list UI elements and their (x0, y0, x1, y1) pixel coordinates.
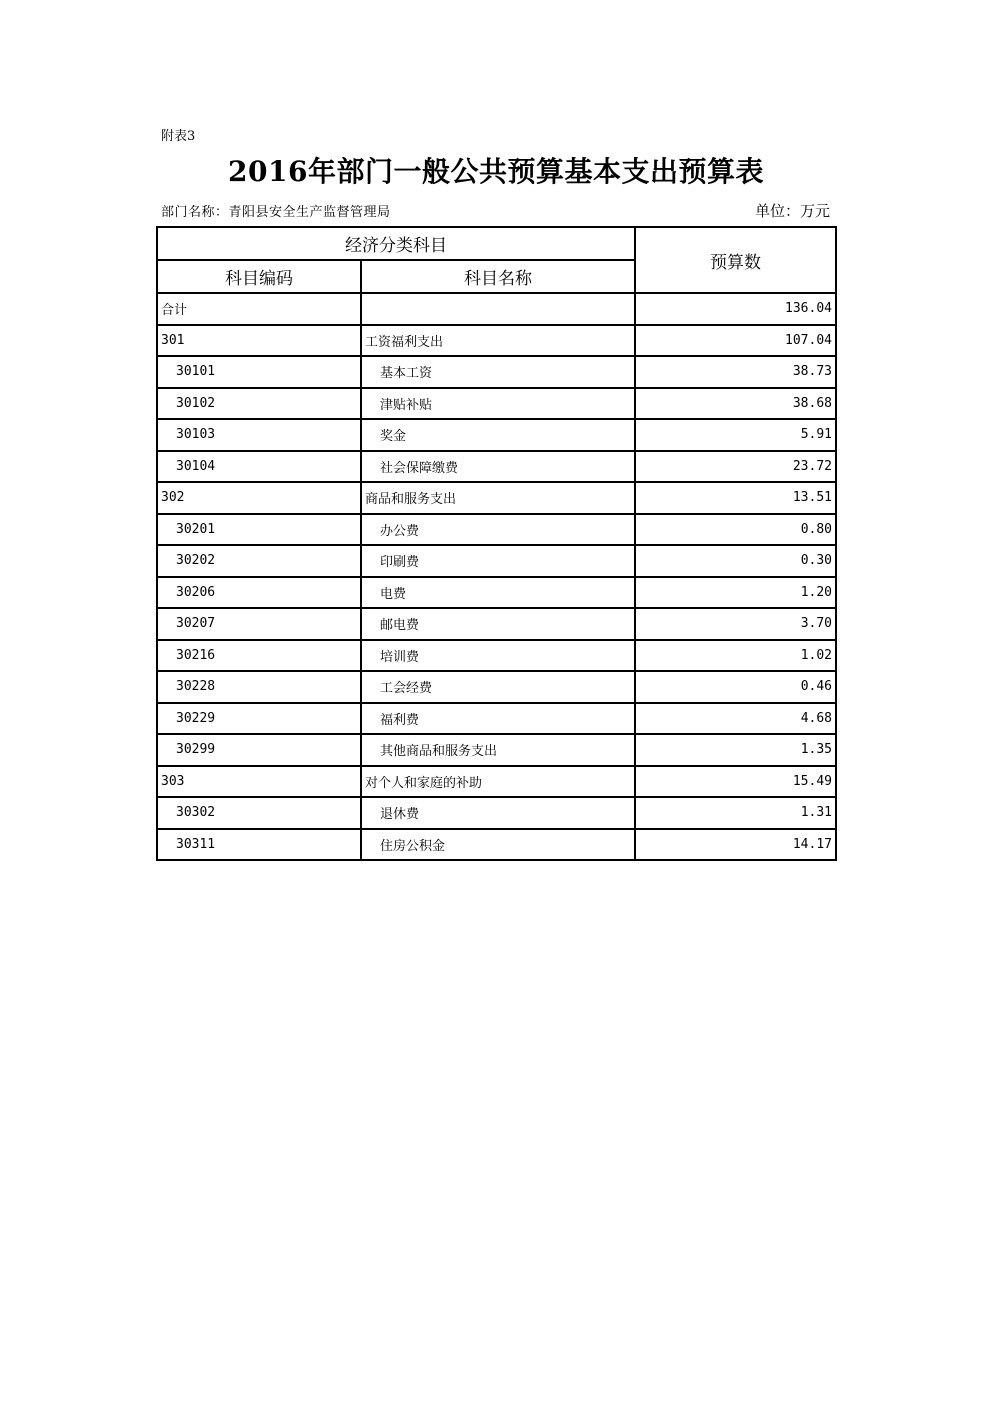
total-row (157, 293, 836, 325)
row-code: 30302 (157, 797, 361, 829)
row-amount: 107.04 (635, 325, 836, 357)
row-name: 社会保障缴费 (361, 451, 635, 483)
department-name: 部门名称：青阳县安全生产监督管理局 (161, 205, 391, 220)
row-code: 30101 (157, 356, 361, 388)
row-code: 30311 (157, 829, 361, 861)
table-row (157, 797, 836, 829)
row-code: 30103 (157, 419, 361, 451)
row-name: 办公费 (361, 514, 635, 546)
table-row (157, 482, 836, 514)
row-amount: 1.20 (635, 577, 836, 609)
row-code: 301 (157, 325, 361, 357)
name-column-header: 科目名称 (361, 260, 635, 293)
row-amount: 5.91 (635, 419, 836, 451)
row-code: 30216 (157, 640, 361, 672)
table-row (157, 325, 836, 357)
table-row (157, 829, 836, 861)
row-code: 30102 (157, 388, 361, 420)
row-code: 30207 (157, 608, 361, 640)
row-code: 303 (157, 766, 361, 798)
table-row (157, 419, 836, 451)
row-name: 邮电费 (361, 608, 635, 640)
row-amount: 1.02 (635, 640, 836, 672)
table-row (157, 356, 836, 388)
annex-label: 附表3 (161, 129, 196, 144)
row-code: 302 (157, 482, 361, 514)
row-amount: 14.17 (635, 829, 836, 861)
row-name: 电费 (361, 577, 635, 609)
row-name: 培训费 (361, 640, 635, 672)
row-code: 30228 (157, 671, 361, 703)
table-row (157, 671, 836, 703)
row-amount: 15.49 (635, 766, 836, 798)
amount-column-header: 预算数 (635, 227, 836, 293)
row-amount: 38.73 (635, 356, 836, 388)
economic-classification-header: 经济分类科目 (157, 227, 635, 260)
total-amount: 136.04 (635, 293, 836, 325)
table-row (157, 703, 836, 735)
table-row (157, 577, 836, 609)
table-row (157, 545, 836, 577)
row-amount: 0.80 (635, 514, 836, 546)
row-amount: 23.72 (635, 451, 836, 483)
row-name: 工资福利支出 (361, 325, 635, 357)
table-header-row-1 (157, 227, 836, 260)
table-row (157, 608, 836, 640)
row-name: 住房公积金 (361, 829, 635, 861)
row-amount: 3.70 (635, 608, 836, 640)
row-name: 其他商品和服务支出 (361, 734, 635, 766)
table-row (157, 640, 836, 672)
row-code: 30201 (157, 514, 361, 546)
row-code: 30229 (157, 703, 361, 735)
table-row (157, 514, 836, 546)
row-amount: 0.30 (635, 545, 836, 577)
row-name: 商品和服务支出 (361, 482, 635, 514)
row-amount: 13.51 (635, 482, 836, 514)
table-row (157, 766, 836, 798)
row-amount: 0.46 (635, 671, 836, 703)
row-code: 30202 (157, 545, 361, 577)
table-row (157, 451, 836, 483)
table-row (157, 734, 836, 766)
row-name: 福利费 (361, 703, 635, 735)
row-amount: 4.68 (635, 703, 836, 735)
row-code: 30206 (157, 577, 361, 609)
row-code: 30299 (157, 734, 361, 766)
row-name: 基本工资 (361, 356, 635, 388)
row-name: 津贴补贴 (361, 388, 635, 420)
row-amount: 38.68 (635, 388, 836, 420)
row-name: 奖金 (361, 419, 635, 451)
row-amount: 1.35 (635, 734, 836, 766)
table-row (157, 388, 836, 420)
row-name: 工会经费 (361, 671, 635, 703)
row-name: 印刷费 (361, 545, 635, 577)
unit-label: 单位：万元 (754, 202, 830, 220)
code-column-header: 科目编码 (157, 260, 361, 293)
row-name: 退休费 (361, 797, 635, 829)
row-amount: 1.31 (635, 797, 836, 829)
page-title: 2016年部门一般公共预算基本支出预算表 (228, 155, 764, 188)
budget-table (156, 226, 837, 861)
total-label: 合计 (157, 293, 361, 325)
row-name: 对个人和家庭的补助 (361, 766, 635, 798)
row-code: 30104 (157, 451, 361, 483)
total-name (361, 293, 635, 325)
